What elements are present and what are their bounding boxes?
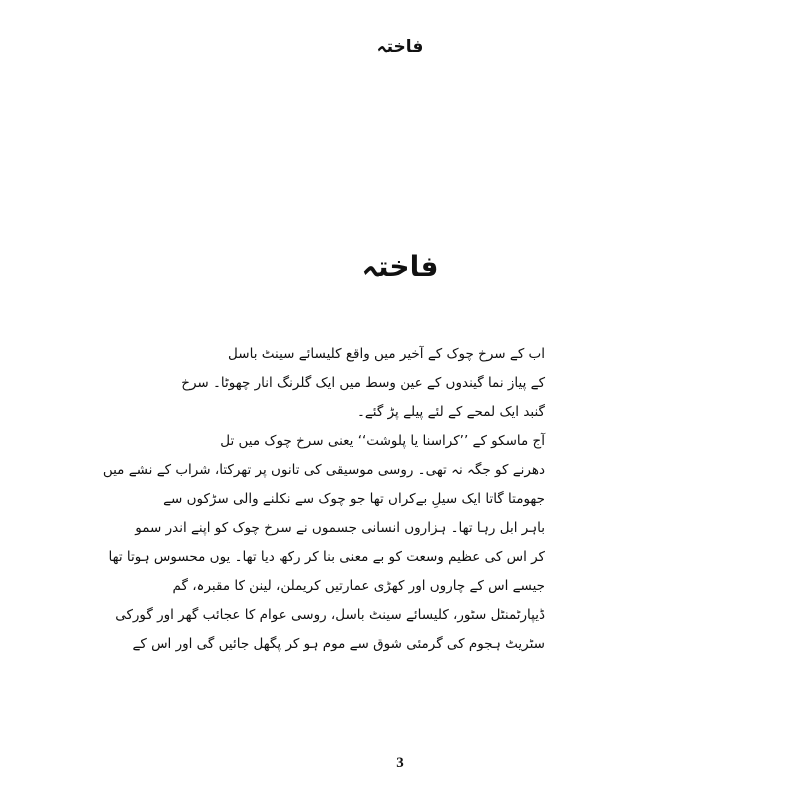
text-line: گنبد ایک لمحے کے لئے پیلے پڑ گئے۔	[356, 404, 545, 420]
text-line: اب کے سرخ چوک کے آخیر میں واقع کلیسائے سینٹ باسل	[228, 346, 545, 362]
text-line: باہر ابل رہا تھا۔ ہزاروں انسانی جسموں نے سرخ چوک کو اپنے اندر سمو	[135, 520, 545, 536]
page-number: 3	[396, 755, 404, 771]
text-line: جھومتا گاتا ایک سیلِ بےکراں تھا جو چوک سے نکلنے والی سڑکوں سے	[163, 491, 545, 507]
text-line: آج ماسکو کے ’’کراسنا یا پلوشت‘‘ یعنی سرخ چوک میں تل	[220, 433, 545, 449]
chapter-title: فاختہ	[361, 250, 439, 283]
text-line: دھرنے کو جگہ نہ تھی۔ روسی موسیقی کی تانوں پر تھرکتا، شراب کے نشے میں	[102, 462, 545, 478]
text-line: کر اس کی عظیم وسعت کو بے معنی بنا کر رکھ دیا تھا۔ یوں محسوس ہوتا تھا	[108, 549, 545, 565]
running-head: فاختہ	[376, 37, 424, 57]
text-line: ڈیپارٹمنٹل سٹور، کلیسائے سینٹ باسل، روسی عوام کا عجائب گھر اور گورکی	[115, 607, 545, 623]
text-line: کے پیاز نما گیندوں کے عین وسط میں ایک گلرنگ انار چھوٹا۔ سرخ	[181, 375, 545, 391]
text-line: سٹریٹ ہجوم کی گرمئی شوق سے موم ہو کر پگھل جائیں گی اور اس کے	[132, 636, 545, 652]
body-text	[102, 340, 545, 659]
text-line: جیسے اس کے چاروں اور کھڑی عمارتیں کریملن، لینن کا مقبرہ، گم	[172, 578, 545, 594]
